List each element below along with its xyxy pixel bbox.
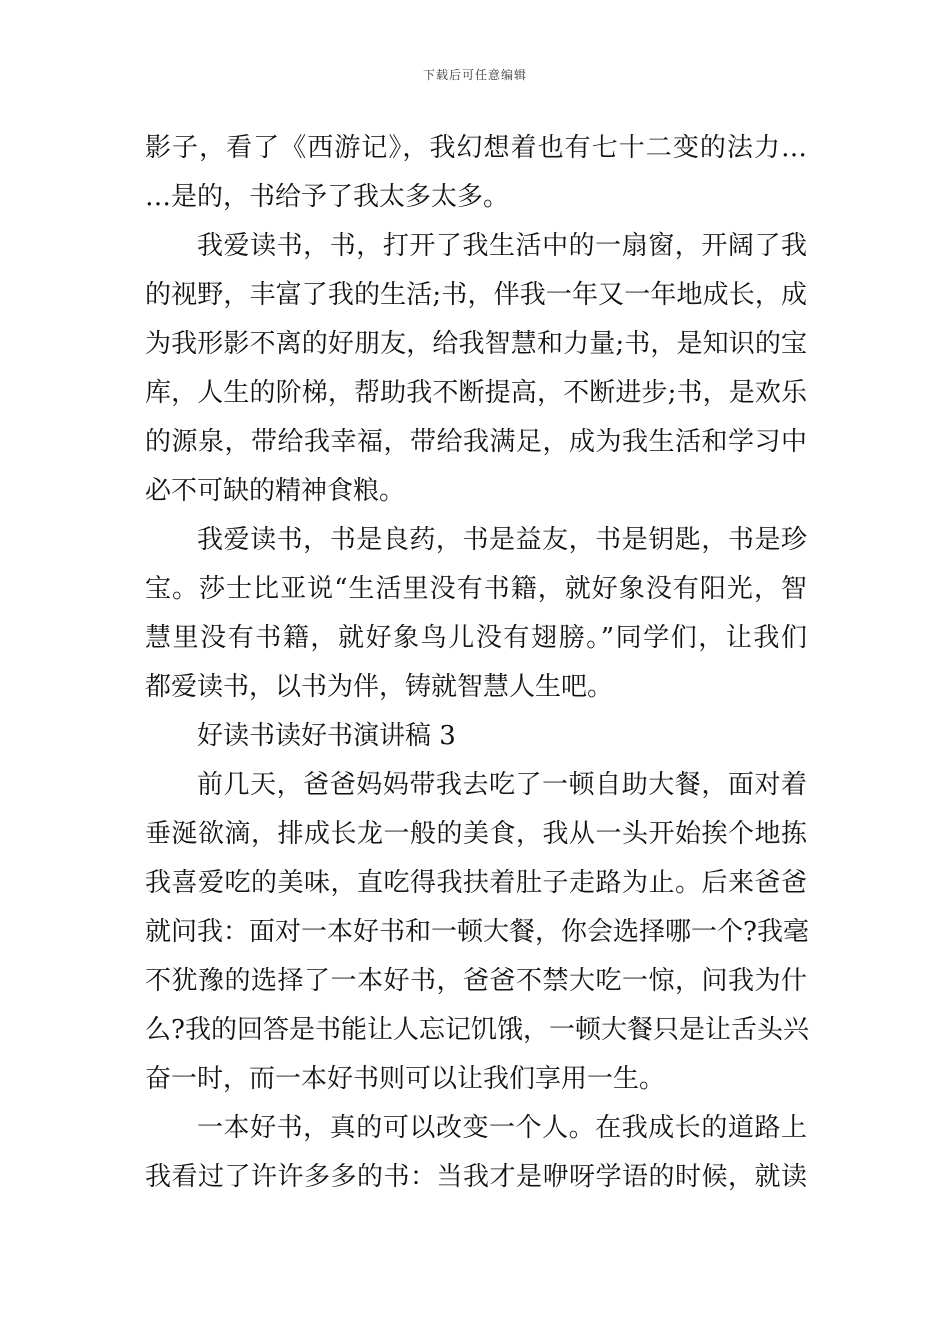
text-line: 宝。莎士比亚说“生活里没有书籍，就好象没有阳光，智	[145, 574, 807, 604]
text-line: 我看过了许许多多的书：当我才是咿呀学语的时候，就读	[145, 1162, 807, 1192]
text-line: 垂涎欲滴，排成长龙一般的美食，我从一头开始挨个地拣	[145, 819, 807, 849]
page-header: 下载后可任意编辑	[422, 68, 527, 82]
text-line: 我爱读书，书，打开了我生活中的一扇窗，开阔了我	[197, 231, 807, 261]
text-line: 么?我的回答是书能让人忘记饥饿，一顿大餐只是让舌头兴	[145, 1015, 809, 1045]
text-line: 我爱读书，书是良药，书是益友，书是钥匙，书是珍	[197, 525, 807, 555]
document-body	[145, 124, 807, 1202]
text-line: 不犹豫的选择了一本好书，爸爸不禁大吃一惊，问我为什	[145, 966, 807, 996]
text-line: 的视野，丰富了我的生活;书，伴我一年又一年地成长，成	[145, 280, 807, 310]
text-line: 我喜爱吃的美味，直吃得我扶着肚子走路为止。后来爸爸	[145, 868, 807, 898]
text-line: 的源泉，带给我幸福，带给我满足，成为我生活和学习中	[145, 427, 807, 457]
section-heading: 好读书读好书演讲稿 3	[197, 721, 456, 751]
text-line: 就问我：面对一本好书和一顿大餐，你会选择哪一个?我毫	[145, 917, 809, 947]
text-line: 慧里没有书籍，就好象鸟儿没有翅膀。”同学们，让我们	[145, 623, 807, 653]
text-line: 影子，看了《西游记》，我幻想着也有七十二变的法力…	[145, 133, 807, 163]
text-line: 必不可缺的精神食粮。	[145, 476, 406, 506]
text-line: 为我形影不离的好朋友，给我智慧和力量;书，是知识的宝	[145, 329, 807, 359]
text-line: 一本好书，真的可以改变一个人。在我成长的道路上	[197, 1113, 807, 1143]
text-line: 库，人生的阶梯，帮助我不断提高，不断进步;书，是欢乐	[145, 378, 807, 408]
text-line: 前几天，爸爸妈妈带我去吃了一顿自助大餐，面对着	[197, 770, 807, 800]
text-line: …是的，书给予了我太多太多。	[145, 182, 510, 212]
text-line: 奋一时，而一本好书则可以让我们享用一生。	[145, 1064, 666, 1094]
text-line: 都爱读书，以书为伴，铸就智慧人生吧。	[145, 672, 614, 702]
